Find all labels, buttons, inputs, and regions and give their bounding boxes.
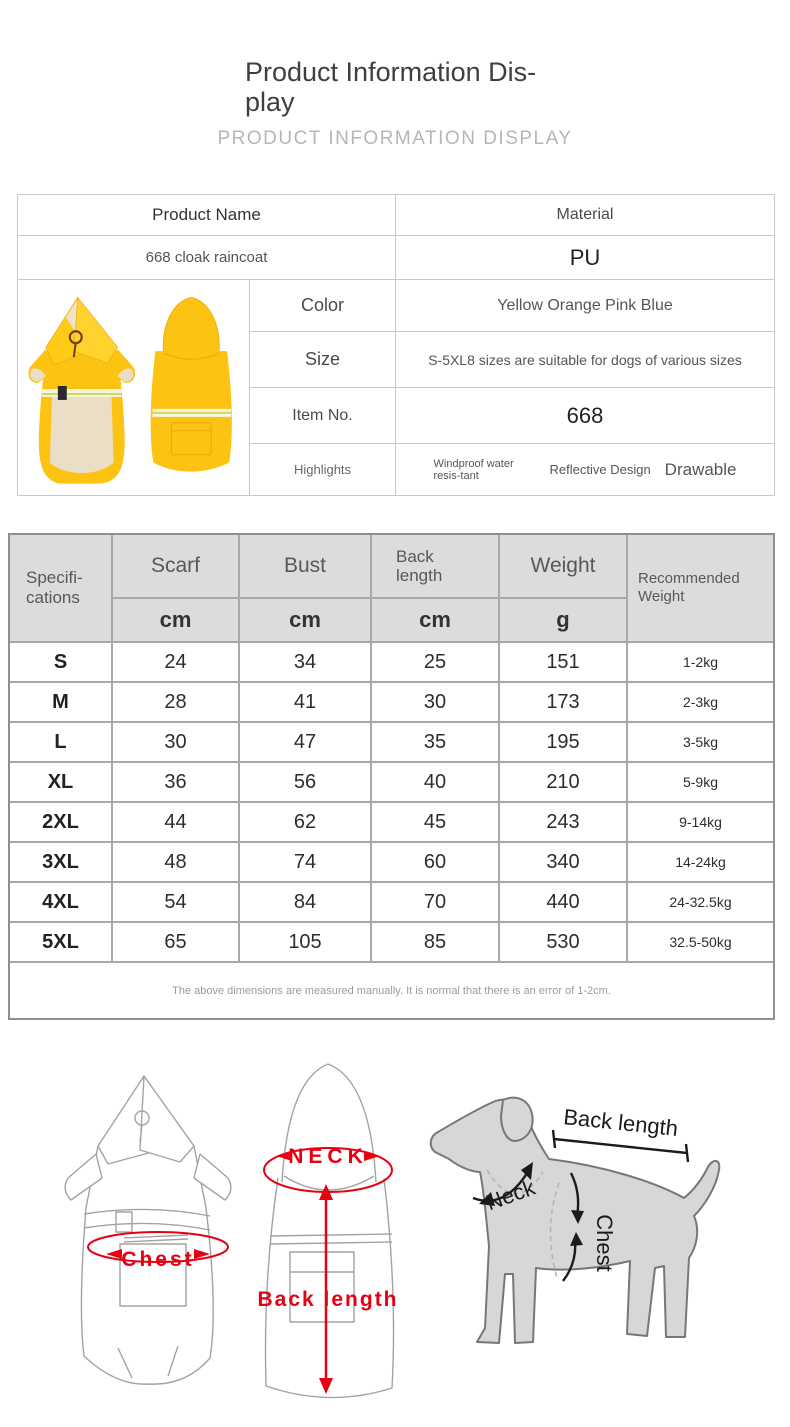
color-label: Color — [250, 280, 396, 332]
back-cell: 60 — [372, 843, 500, 883]
rec-weight-cell: 32.5-50kg — [628, 923, 773, 963]
back-cell: 30 — [372, 683, 500, 723]
highlights-label: Highlights — [250, 444, 396, 495]
bust-cell: 47 — [240, 723, 372, 763]
raincoat-front-photo — [28, 297, 135, 483]
size-value: S-5XL8 sizes are suitable for dogs of various sizes — [396, 332, 774, 388]
product-info-table — [17, 194, 775, 496]
bust-cell: 41 — [240, 683, 372, 723]
size-cell: L — [10, 723, 113, 763]
weight-cell: 173 — [500, 683, 628, 723]
weight-cell: 210 — [500, 763, 628, 803]
neck-annotation-label: NECK — [288, 1145, 368, 1168]
weight-unit: g — [500, 599, 628, 643]
scarf-header: Scarf — [113, 535, 240, 599]
scarf-cell: 48 — [113, 843, 240, 883]
bust-header: Bust — [240, 535, 372, 599]
material-value: PU — [396, 236, 774, 280]
size-cell: 5XL — [10, 923, 113, 963]
product-name-header: Product Name — [18, 195, 396, 236]
rec-weight-cell: 5-9kg — [628, 763, 773, 803]
item-no-label: Item No. — [250, 388, 396, 444]
back-cell: 35 — [372, 723, 500, 763]
weight-cell: 151 — [500, 643, 628, 683]
product-photo — [18, 280, 250, 495]
scarf-cell: 24 — [113, 643, 240, 683]
dog-measure-diagram — [425, 1078, 785, 1396]
item-no-value: 668 — [396, 388, 774, 444]
weight-cell: 440 — [500, 883, 628, 923]
bust-cell: 56 — [240, 763, 372, 803]
scarf-cell: 54 — [113, 883, 240, 923]
rec-weight-cell: 3-5kg — [628, 723, 773, 763]
rec-weight-cell: 2-3kg — [628, 683, 773, 723]
scarf-cell: 28 — [113, 683, 240, 723]
size-chart-table — [8, 533, 775, 1020]
dog-neck-label: Neck — [482, 1174, 539, 1216]
weight-cell: 340 — [500, 843, 628, 883]
rec-weight-cell: 24-32.5kg — [628, 883, 773, 923]
back-unit: cm — [372, 599, 500, 643]
dog-ear — [501, 1098, 533, 1141]
weight-cell: 530 — [500, 923, 628, 963]
chest-annotation-label: Chest — [121, 1248, 195, 1271]
highlight-reflective: Reflective Design — [549, 462, 651, 477]
scarf-cell: 36 — [113, 763, 240, 803]
material-header: Material — [396, 195, 774, 236]
page-title-line2: play — [245, 87, 295, 117]
raincoat-photo-image — [18, 281, 249, 494]
measurement-note: The above dimensions are measured manually. It is normal that there is an error of 1-2cm. — [172, 984, 611, 997]
raincoat-back-photo — [151, 297, 232, 471]
size-cell: 3XL — [10, 843, 113, 883]
size-label: Size — [250, 332, 396, 388]
bust-cell: 62 — [240, 803, 372, 843]
rec-weight-cell: 14-24kg — [628, 843, 773, 883]
highlights-value — [396, 444, 774, 495]
back-cell: 70 — [372, 883, 500, 923]
measure-diagram-coat-front — [58, 1058, 238, 1420]
dog-back-length-label: Back length — [562, 1104, 680, 1141]
scarf-cell: 65 — [113, 923, 240, 963]
scarf-unit: cm — [113, 599, 240, 643]
weight-header: Weight — [500, 535, 628, 599]
back-length-header: Back length — [372, 535, 500, 599]
scarf-cell: 44 — [113, 803, 240, 843]
rec-weight-cell: 9-14kg — [628, 803, 773, 843]
size-cell: S — [10, 643, 113, 683]
page-title — [245, 57, 585, 117]
page-subtitle: PRODUCT INFORMATION DISPLAY — [217, 128, 573, 149]
dog-chest-label: Chest — [592, 1214, 617, 1272]
highlight-drawable: Drawable — [664, 459, 737, 479]
weight-cell: 243 — [500, 803, 628, 843]
product-name-value: 668 cloak raincoat — [18, 236, 396, 280]
spec-header: Specifi- cations — [10, 535, 113, 643]
bust-cell: 74 — [240, 843, 372, 883]
size-cell: 4XL — [10, 883, 113, 923]
back-cell: 45 — [372, 803, 500, 843]
bust-cell: 84 — [240, 883, 372, 923]
rec-weight-cell: 1-2kg — [628, 643, 773, 683]
bust-cell: 34 — [240, 643, 372, 683]
size-cell: 2XL — [10, 803, 113, 843]
back-cell: 85 — [372, 923, 500, 963]
measure-diagram-coat-back — [240, 1056, 420, 1424]
size-cell: XL — [10, 763, 113, 803]
page-title-line1: Product Information Dis- — [245, 57, 537, 87]
weight-cell: 195 — [500, 723, 628, 763]
back-length-annotation-label: Back length — [257, 1288, 399, 1311]
bust-cell: 105 — [240, 923, 372, 963]
scarf-cell: 30 — [113, 723, 240, 763]
back-cell: 25 — [372, 643, 500, 683]
back-cell: 40 — [372, 763, 500, 803]
bust-unit: cm — [240, 599, 372, 643]
color-value: Yellow Orange Pink Blue — [396, 280, 774, 332]
recommended-weight-header: Recommended Weight — [628, 535, 773, 643]
highlight-windproof: Windproof water resis-tant — [433, 457, 514, 482]
size-cell: M — [10, 683, 113, 723]
